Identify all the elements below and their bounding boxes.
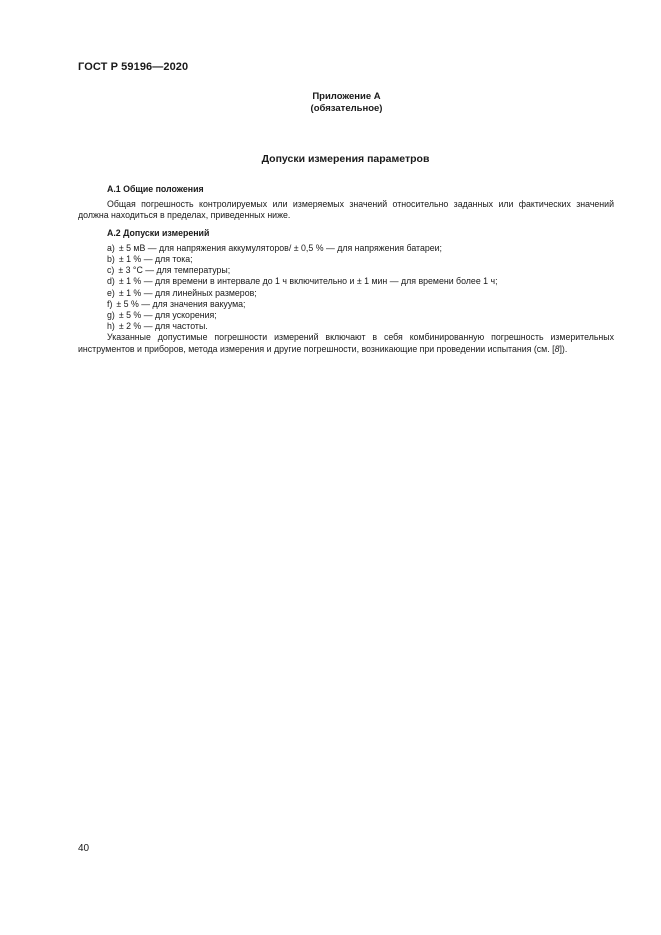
list-item <box>78 321 614 332</box>
list-item-marker: e) <box>107 287 115 298</box>
main-title-block <box>0 153 661 165</box>
list-item-text: ± 1 % — для тока; <box>118 254 193 265</box>
section-1-heading: А.1 Общие положения <box>107 184 204 194</box>
list-item-text: ± 5 % — для ускорения; <box>118 310 217 321</box>
list-item-text: ± 2 % — для частоты. <box>118 321 208 332</box>
list-item-text: ± 1 % — для линейных размеров; <box>118 287 257 298</box>
list-item <box>78 288 614 299</box>
list-item <box>78 254 614 265</box>
appendix-label: Приложение А <box>312 91 381 102</box>
document-code: ГОСТ Р 59196—2020 <box>78 61 189 73</box>
list-item <box>78 310 614 321</box>
bibliography-reference: 8 <box>554 343 560 354</box>
list-item-text: ± 3 °С — для температуры; <box>118 265 231 276</box>
section-1-paragraph: Общая погрешность контролируемых или измеряемых значений относительно заданных или фактических значений должна находиться в пределах, приведенных ниже. <box>78 199 614 221</box>
closing-text: Указанные допустимые погрешности измерений включают в себя комбинированную погрешность измерительных инструментов и приборов, метода измерения и другие погрешности, возникающие при проведении испытания (см. [ <box>78 332 614 354</box>
list-item <box>78 265 614 276</box>
list-item <box>78 276 614 287</box>
closing-paragraph <box>78 332 614 354</box>
list-item-marker: f) <box>107 298 113 309</box>
list-item-marker: h) <box>107 321 115 332</box>
list-item-marker: c) <box>107 265 115 276</box>
appendix-block <box>0 91 661 115</box>
list-item-text: ± 5 % — для значения вакуума; <box>116 298 246 309</box>
closing-text-end: ]). <box>559 343 568 354</box>
list-item-text: ± 5 мВ — для напряжения аккумуляторов/ ± 0,5 % — для напряжения батареи; <box>118 242 442 253</box>
page-number: 40 <box>78 843 90 854</box>
appendix-status: (обязательное) <box>310 103 383 114</box>
list-item <box>78 243 614 254</box>
list-item-marker: b) <box>107 254 115 265</box>
tolerance-list <box>78 243 614 333</box>
section-2-heading: А.2 Допуски измерений <box>107 227 210 238</box>
document-body <box>78 184 614 355</box>
list-item-marker: g) <box>107 310 115 321</box>
list-item-marker: a) <box>107 242 115 253</box>
list-item-marker: d) <box>107 276 115 287</box>
list-item <box>78 299 614 310</box>
list-item-text: ± 1 % — для времени в интервале до 1 ч включительно и ± 1 мин — для времени более 1 ч; <box>118 276 498 287</box>
main-title: Допуски измерения параметров <box>261 153 430 165</box>
